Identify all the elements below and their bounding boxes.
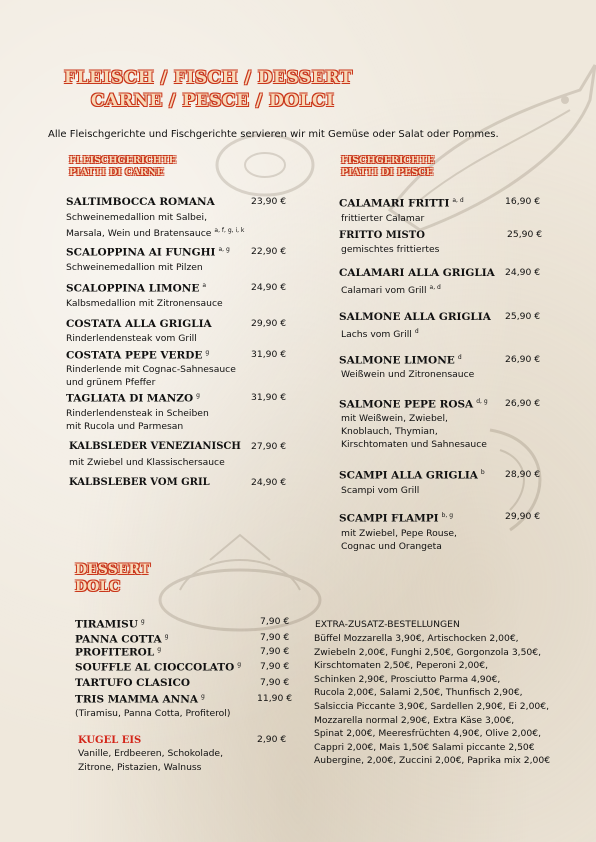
dish-name: SCALOPPINA AI FUNGHI $^{a, g}$ xyxy=(66,246,230,259)
kugel-eis-name: KUGEL EIS xyxy=(78,735,142,746)
dish-price: 24,90 € xyxy=(251,477,287,488)
dish-desc: mit Zwiebel und Klassischersauce xyxy=(69,457,225,468)
dish-desc: Calamari vom Grill $^{a, d}$ xyxy=(341,284,441,297)
dish-desc: Knoblauch, Thymian, xyxy=(341,426,438,437)
dish-desc: mit Zwiebel, Pepe Rouse, xyxy=(341,528,457,539)
dish-desc: und grünem Pfeffer xyxy=(66,377,156,388)
dish-desc: Scampi vom Grill xyxy=(341,485,420,496)
extras-line: Spinat 2,00€, Meeresfrüchten 4,90€, Olive 2,00€, xyxy=(314,728,542,740)
dessert-price: 7,90 € xyxy=(260,661,290,672)
dish-name: SCAMPI ALLA GRIGLIA $^b$ xyxy=(339,469,485,482)
dessert-price: 7,90 € xyxy=(260,646,290,657)
dish-price: 25,90 € xyxy=(507,229,543,240)
dish-desc: Rinderlendensteak in Scheiben xyxy=(66,408,209,419)
dish-desc: frittierter Calamar xyxy=(341,213,425,224)
dessert-name: PANNA COTTA $^g$ xyxy=(75,633,169,646)
title-line-2: CARNE / PESCE / DOLCI xyxy=(91,91,335,111)
extras-line: Cappri 2,00€, Mais 1,50€ Salami piccante 2,50€ xyxy=(314,741,535,753)
meat-heading-de: FLEISCHGERICHTE xyxy=(69,155,177,166)
dessert-price: 7,90 € xyxy=(260,677,290,688)
dish-name: COSTATA ALLA GRIGLIA xyxy=(66,318,212,330)
dessert-bowl-sketch-icon xyxy=(150,530,330,650)
intro-text: Alle Fleischgerichte und Fischgerichte servieren wir mit Gemüse oder Salat oder Pommes. xyxy=(48,129,499,140)
dessert-name: TIRAMISU $^g$ xyxy=(75,618,145,631)
extras-line: Mozzarella normal 2,90€, Extra Käse 3,00€, xyxy=(314,714,515,726)
dish-name: SCAMPI FLAMPI $^{b, g}$ xyxy=(339,512,454,525)
dessert-heading-de: DESSERT xyxy=(75,562,151,578)
dessert-name: TARTUFO CLASICO xyxy=(75,677,191,689)
dessert-name: TRIS MAMMA ANNA $^g$ xyxy=(75,693,205,706)
dish-price: 29,90 € xyxy=(505,511,541,522)
dish-price: 16,90 € xyxy=(505,196,541,207)
dish-price: 28,90 € xyxy=(505,469,541,480)
dish-name: SCALOPPINA LIMONE $^a$ xyxy=(66,282,207,295)
kugel-eis-desc: Vanille, Erdbeeren, Schokolade, xyxy=(78,748,223,759)
extras-line: Schinken 2,90€, Prosciutto Parma 4,90€, xyxy=(314,673,501,685)
dish-desc: mit Rucola und Parmesan xyxy=(66,421,184,432)
extras-title: EXTRA-ZUSATZ-BESTELLUNGEN xyxy=(315,619,460,630)
fish-heading-it: PIATTI DI PESCE xyxy=(341,167,434,178)
dish-price: 27,90 € xyxy=(251,441,287,452)
dish-price: 24,90 € xyxy=(251,282,287,293)
dessert-desc: (Tiramisu, Panna Cotta, Profiterol) xyxy=(75,708,231,719)
dish-desc: Schweinemedallion mit Pilzen xyxy=(66,262,203,273)
extras-line: Zwiebeln 2,00€, Funghi 2,50€, Gorgonzola 3,50€, xyxy=(314,646,542,658)
extras-line: Kirschtomaten 2,50€, Peperoni 2,00€, xyxy=(314,660,489,672)
dish-desc: Cognac und Orangeta xyxy=(341,541,442,552)
dish-desc: mit Weißwein, Zwiebel, xyxy=(341,413,448,424)
dish-price: 26,90 € xyxy=(505,354,541,365)
kugel-eis-desc: Zitrone, Pistazien, Walnuss xyxy=(78,762,202,773)
dish-name: SALTIMBOCCA ROMANA xyxy=(66,196,215,208)
dish-name: TAGLIATA DI MANZO $^g$ xyxy=(66,392,200,405)
dish-name: KALBSLEBER VOM GRIL xyxy=(69,477,210,488)
extras-list xyxy=(314,632,550,768)
dish-desc: Lachs vom Grill $^d$ xyxy=(341,328,419,341)
dessert-heading-it: DOLC xyxy=(75,579,121,595)
meat-heading-it: PIATTI DI CARNE xyxy=(69,167,164,178)
dish-desc: Weißwein und Zitronensauce xyxy=(341,369,475,380)
dish-name: KALBSLEDER VENEZIANISCH xyxy=(69,441,241,452)
dish-name: FRITTO MISTO xyxy=(339,230,425,241)
dish-price: 23,90 € xyxy=(251,196,287,207)
dish-desc: Kalbsmedallion mit Zitronensauce xyxy=(66,298,223,309)
title-line-1: FLEISCH / FISCH / DESSERT xyxy=(64,68,353,88)
kugel-eis-price: 2,90 € xyxy=(257,734,287,745)
extras-line: Salsiccia Piccante 3,90€, Sardellen 2,90€, Ei 2,00€, xyxy=(314,700,550,712)
extras-line: Aubergine, 2,00€, Zuccini 2,00€, Paprika mix 2,00€ xyxy=(314,755,551,767)
extras-line: Rucola 2,00€, Salami 2,50€, Thunfisch 2,90€, xyxy=(314,687,523,699)
dish-name: SALMONE ALLA GRIGLIA xyxy=(339,311,491,323)
dish-price: 31,90 € xyxy=(251,349,287,360)
dish-name: COSTATA PEPE VERDE $^g$ xyxy=(66,349,210,362)
dessert-price: 7,90 € xyxy=(260,616,290,627)
extras-line: Büffel Mozzarella 3,90€, Artischocken 2,00€, xyxy=(314,633,519,644)
dish-price: 24,90 € xyxy=(505,267,541,278)
dish-price: 22,90 € xyxy=(251,246,287,257)
dish-name: SALMONE PEPE ROSA $^{d, g}$ xyxy=(339,398,488,411)
dish-desc: Marsala, Wein und Bratensauce $^{a, f, g, i, k}$ xyxy=(66,227,245,240)
dessert-name: SOUFFLE AL CIOCCOLATO $^g$ xyxy=(75,661,242,674)
dessert-name: PROFITEROL $^g$ xyxy=(75,646,162,659)
dish-price: 25,90 € xyxy=(505,311,541,322)
dish-price: 29,90 € xyxy=(251,318,287,329)
dish-name: SALMONE LIMONE $^d$ xyxy=(339,354,462,367)
dish-price: 31,90 € xyxy=(251,392,287,403)
dish-name: CALAMARI ALLA GRIGLIA xyxy=(339,267,495,279)
dish-desc: Kirschtomaten und Sahnesauce xyxy=(341,439,487,450)
dessert-price: 11,90 € xyxy=(257,693,293,704)
dish-desc: Rinderlende mit Cognac-Sahnesauce xyxy=(66,364,236,375)
dessert-price: 7,90 € xyxy=(260,632,290,643)
fish-heading-de: FISCHGERICHTE xyxy=(341,155,435,166)
dish-desc: Rinderlendensteak vom Grill xyxy=(66,333,197,344)
dish-price: 26,90 € xyxy=(505,398,541,409)
dish-desc: Schweinemedallion mit Salbei, xyxy=(66,212,207,223)
dish-name: CALAMARI FRITTI $^{a, d}$ xyxy=(339,197,464,210)
dish-desc: gemischtes frittiertes xyxy=(341,244,440,255)
